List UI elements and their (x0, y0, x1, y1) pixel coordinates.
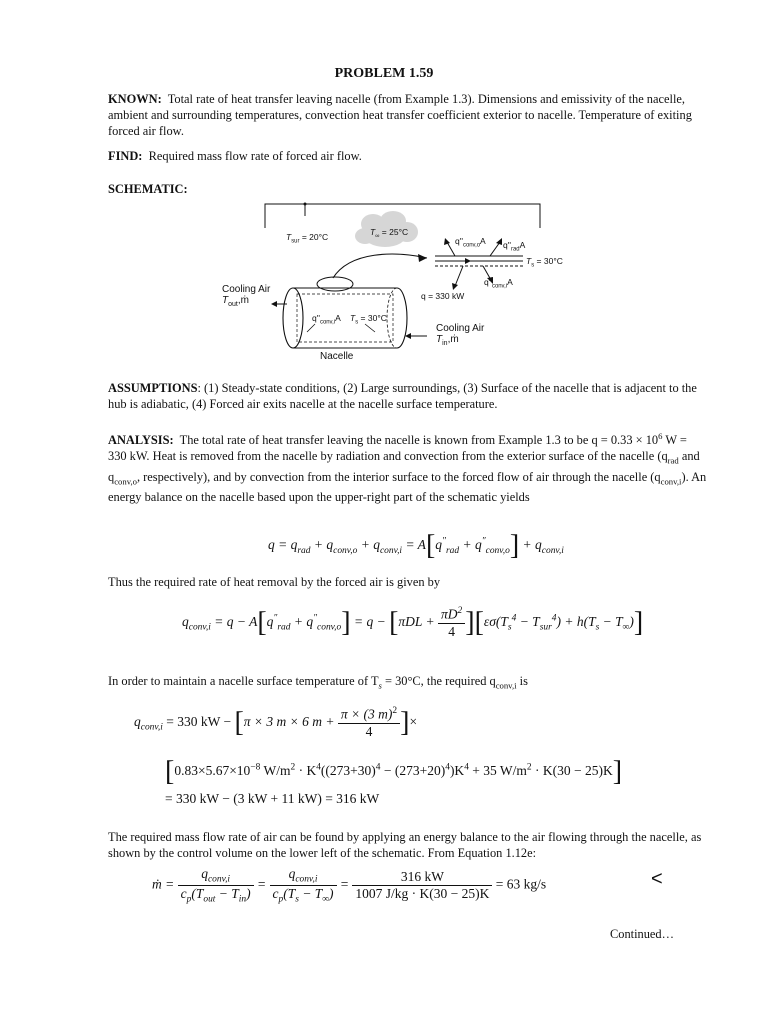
q-conv-o-label: $q''_{conv,o}A$ (455, 236, 486, 249)
problem-title: PROBLEM 1.59 (334, 66, 434, 81)
assumptions-text: : (1) Steady-state conditions, (2) Large surroundings, (3) Surface of the nacelle that is adjacent to the hub is adiabatic, (4) Forced air exits nacelle at the nacelle surface temperature. (108, 381, 697, 411)
q-conv-i-label: $q''_{conv,i}A$ (484, 277, 513, 290)
inner-ts-label: $T_s = 30^\circ C$ (350, 313, 387, 326)
schematic-section (108, 181, 708, 197)
nacelle-label: Nacelle (320, 351, 354, 362)
known-label: KNOWN: (108, 92, 162, 106)
inner-q-label: $q''_{conv,i}A$ (312, 313, 341, 326)
analysis-section: ANALYSIS: The total rate of heat transfer leaving the nacelle is known from Example 1.3 to be $q = 0.33 \times 10^6$ W = 330 kW. Heat is removed from the nacelle by radiation and convection from the exterior surface of the nacelle ($q_{rad}$ and $q_{conv,o}$, respectively), and by convection from the interior surface to the forced flow of air through the nacelle $(q_{conv,i})$. An energy balance on the nacelle based upon the upper-right part of the schematic yields (108, 431, 707, 505)
cooling-air-out-label: Cooling Air $T_{out},ṁ$ (222, 284, 271, 308)
schematic-label: SCHEMATIC: (108, 182, 188, 196)
known-text: Total rate of heat transfer leaving nacelle (from Example 1.3). Dimensions and emissivity of the nacelle, ambient and surrounding temperatures, convection heat transfer coefficient exterior to nacelle. Temperature of exiting forced air flow. (108, 92, 692, 138)
q-rad-label: $q''_{rad}A$ (503, 240, 526, 253)
ts-right-label: $T_s = 30^\circ C$ (526, 256, 563, 269)
maintain-text: In order to maintain a nacelle surface temperature of $T_s = 30^\circ C$, the required $q_{conv,i}$ is (108, 674, 528, 691)
equation-energy-balance: $q = q_{rad} + q_{conv,o} + q_{conv,i} = A[q''_{rad} + q''_{conv,o}] + q_{conv,i}$ (268, 530, 564, 561)
continued-text: Continued… (610, 927, 675, 941)
calc-line-2: [$0.83\times 5.67\times 10^{-8}$ $W/m^2 \cdot K^4((273+30)^4 - (273+20)^4)K^4 + 35$ $W/m^2 \cdot K(30 - 25)K$] (165, 756, 623, 787)
find-section (108, 148, 708, 164)
find-label: FIND: (108, 149, 143, 163)
known-section (108, 91, 708, 139)
calc-line-3: = 330 kW − (3 kW + 11 kW) = 316 kW (165, 791, 380, 806)
final-equation: ṁ = $\frac{q_{conv,i}}{c_p(T_{out} - T_{in})}$ = $\frac{q_{conv,i}}{c_p(T_s - T_\infty)}$ = $\frac{316 kW}{1007 J/kg \cdot K(30 - 25)K}$ = 63 kg/s (152, 866, 547, 905)
calc-line-1: $q_{conv,i} = 330$ kW − [π × 3 m × 6 m + $\frac{\pi \times (3 m)^2}{4}$ ]× (134, 706, 418, 739)
cooling-air-in-label: Cooling Air $T_{in},ṁ$ (436, 323, 485, 347)
assumptions-label: ASSUMPTIONS (108, 381, 198, 395)
find-text: Required mass flow rate of forced air flow. (148, 149, 362, 163)
t-sur-label: $T_{sur} = 20^\circ C$ (286, 232, 329, 245)
mass-flow-text: The required mass flow rate of air can be found by applying an energy balance to the air flowing through the nacelle, as shown by the control volume on the lower left of the schematic. From Equation 1.12e: (108, 830, 702, 860)
answer-mark: < (651, 868, 663, 890)
analysis-label: ANALYSIS: (108, 433, 174, 448)
thus-text: Thus the required rate of heat removal by the forced air is given by (108, 575, 441, 589)
equation-q-conv-i: $q_{conv,i} = q - A[q''_{rad} + q''_{conv,o}] = q - [\pi DL$ + $\frac{\pi D^2}{4}$ ]$[\varepsilon\sigma(T_s^4 - T_{sur}^4) + h(T_s - T_\infty)]$ (182, 606, 644, 639)
t-inf-label: $T_\infty = 25^\circ C$ (370, 227, 409, 240)
assumptions-section (108, 380, 708, 412)
q-total-label: q = 330 kW (421, 291, 465, 301)
